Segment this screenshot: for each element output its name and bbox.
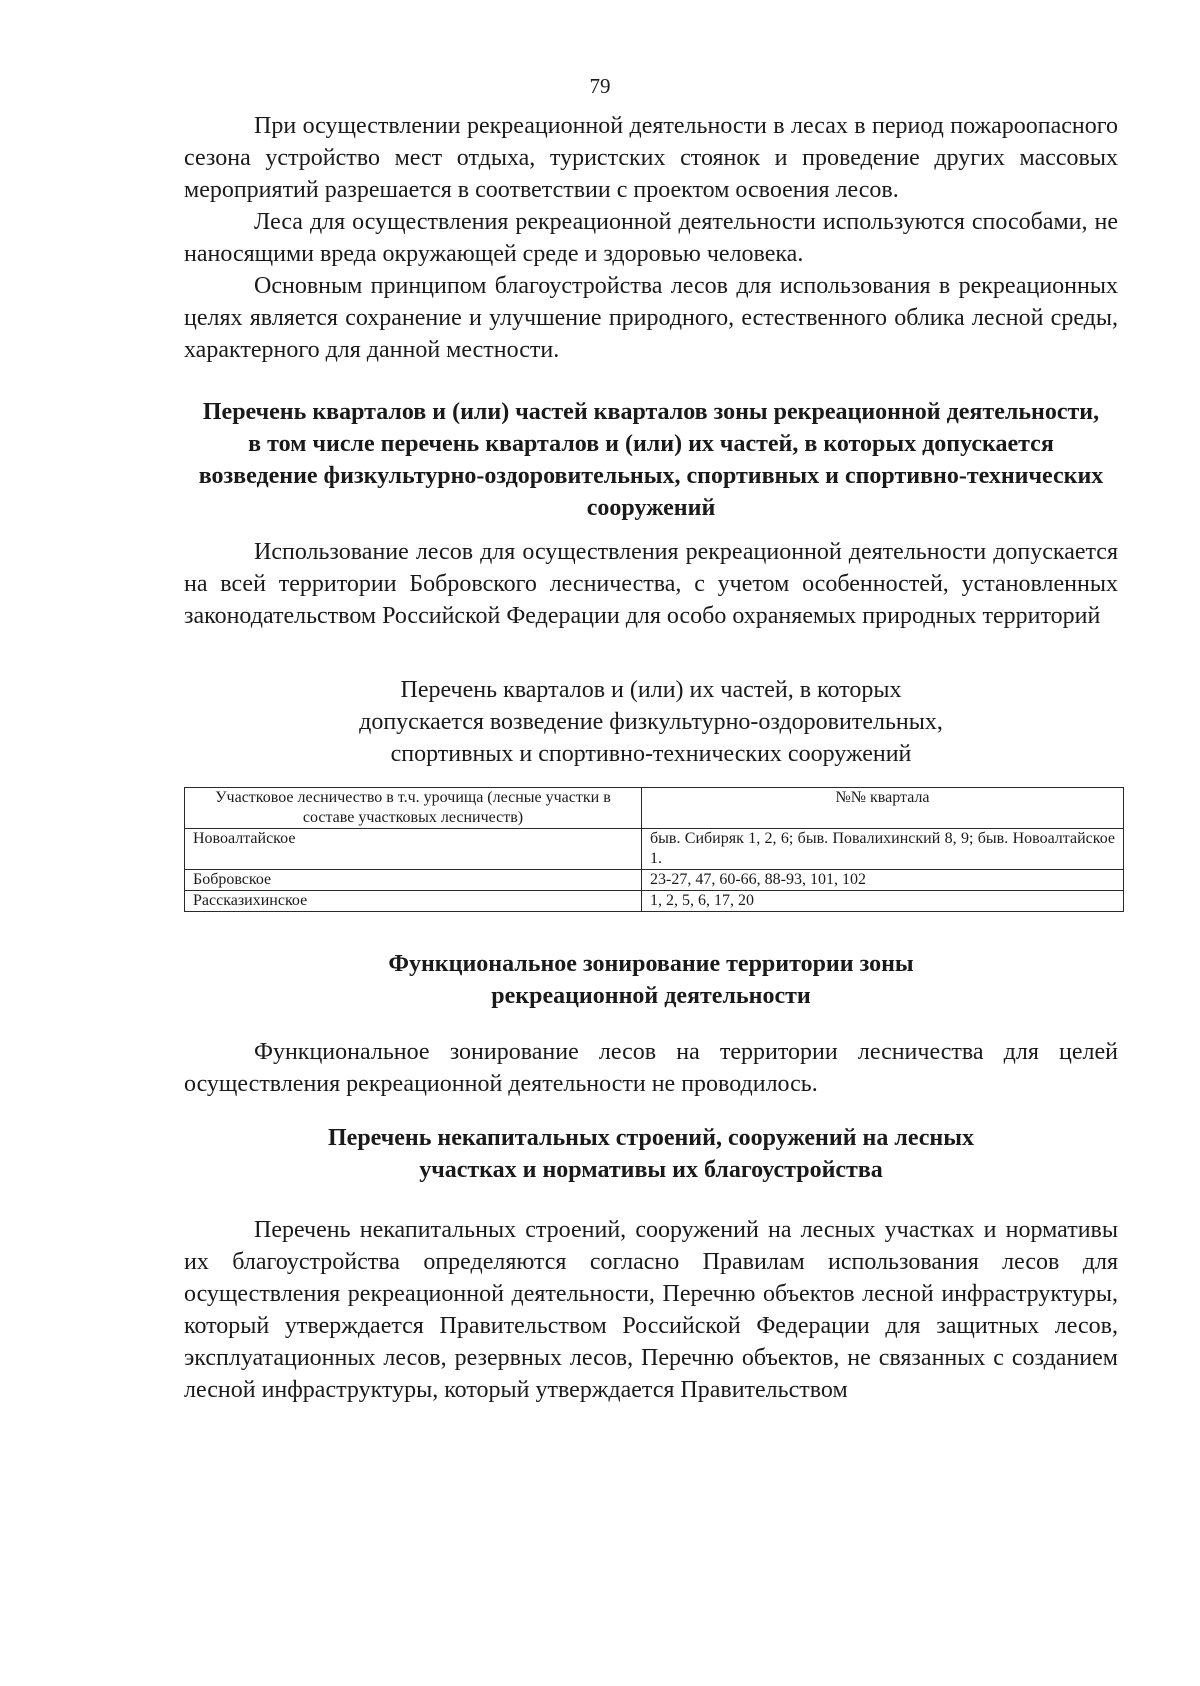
section1-paragraph: Использование лесов для осуществления рекреационной деятельности допускается на всей территории Бобровского лесничества, с учетом особенностей, установленных законодательством Российской Федерации для особо охраняемых природных территорий	[184, 539, 1118, 629]
table-block	[184, 787, 1118, 912]
quarters-table	[184, 787, 1124, 912]
table-caption-block	[184, 674, 1118, 770]
intro-paragraph-3: Основным принципом благоустройства лесов для использования в рекреационных целях является сохранение и улучшение природного, естественного облика лесной среды, характерного для данной местности.	[184, 273, 1118, 363]
intro-paragraph-2: Леса для осуществления рекреационной деятельности используются способами, не наносящими вреда окружающей среде и здоровью человека.	[184, 209, 1118, 267]
section3-body	[184, 1214, 1118, 1406]
intro-section	[184, 110, 1118, 366]
section3-heading-block	[184, 1122, 1118, 1186]
section1-body	[184, 536, 1118, 632]
table-cell-forestry: Бобровское	[185, 870, 642, 891]
section2-heading: Функциональное зонирование территории зоны рекреационной деятельности	[388, 951, 914, 1009]
section1-heading-block	[184, 396, 1118, 524]
table-row	[185, 870, 1124, 891]
table-cell-forestry: Рассказихинское	[185, 891, 642, 912]
section3-paragraph: Перечень некапитальных строений, сооружений на лесных участках и нормативы их благоустройства определяются согласно Правилам использования лесов для осуществления рекреационной деятельности, Перечню объектов лесной инфраструктуры, который утверждается Правительством Российской Федерации для защитных лесов, эксплуатационных лесов, резервных лесов, Перечню объектов, не связанных с созданием лесной инфраструктуры, который утверждается Правительством	[184, 1217, 1118, 1403]
table-header-row	[185, 788, 1124, 829]
section2-body	[184, 1036, 1118, 1100]
intro-paragraph-1: При осуществлении рекреационной деятельности в лесах в период пожароопасного сезона устройство мест отдыха, туристских стоянок и проведение других массовых мероприятий разрешается в соответствии с проектом освоения лесов.	[184, 113, 1118, 203]
table-row	[185, 891, 1124, 912]
table-header-quarters: №№ квартала	[642, 788, 1124, 829]
table-cell-quarters: 23-27, 47, 60-66, 88-93, 101, 102	[642, 870, 1124, 891]
page-number: 79	[589, 74, 611, 98]
table-cell-forestry: Новоалтайское	[185, 829, 642, 870]
section3-heading: Перечень некапитальных строений, сооружений на лесных участках и нормативы их благоустройства	[328, 1125, 974, 1183]
section1-heading: Перечень кварталов и (или) частей кварталов зоны рекреационной деятельности, в том числе перечень кварталов и (или) их частей, в которых допускается возведение физкультурно-оздоровительных, спортивных и спортивно-технических сооружений	[198, 399, 1104, 521]
table-cell-quarters: 1, 2, 5, 6, 17, 20	[642, 891, 1124, 912]
table-caption: Перечень кварталов и (или) их частей, в которых допускается возведение физкультурно-оздоровительных, спортивных и спортивно-технических сооружений	[359, 677, 943, 767]
table-cell-quarters: быв. Сибиряк 1, 2, 6; быв. Повалихинский 8, 9; быв. Новоалтайское 1.	[642, 829, 1124, 870]
table-header-forestry: Участковое лесничество в т.ч. урочища (лесные участки в составе участковых лесничеств)	[185, 788, 642, 829]
table-row	[185, 829, 1124, 870]
section2-paragraph: Функциональное зонирование лесов на территории лесничества для целей осуществления рекреационной деятельности не проводилось.	[184, 1039, 1118, 1097]
section2-heading-block	[184, 948, 1118, 1012]
